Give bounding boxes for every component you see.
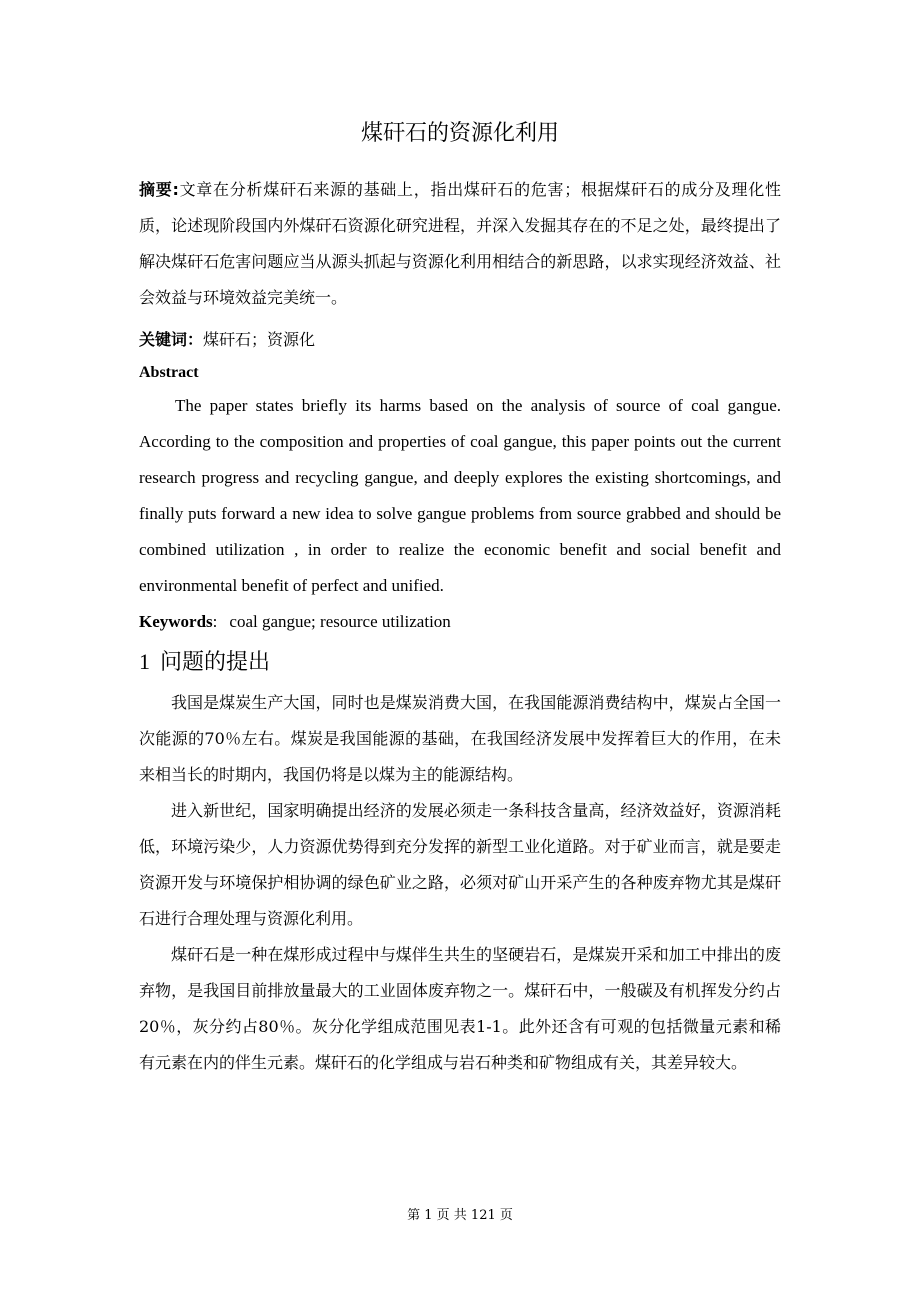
keywords-en-value: coal gangue; resource utilization xyxy=(229,612,451,631)
abstract-en-text: The paper states briefly its harms based on the analysis of source of coal gangue. According to the composition and properties of coal gangue, this paper points out the current research progress and recycling gangue, and deeply explores the existing shortcomings, and finally puts forward a new idea to solve gangue problems from source grabbed and should be combined utilization , in order to realize the economic benefit and social benefit and environmental benefit of perfect and unified. xyxy=(139,396,781,595)
keywords-en xyxy=(139,604,781,640)
abstract-cn-text: 文章在分析煤矸石来源的基础上，指出煤矸石的危害；根据煤矸石的成分及理化性质，论述现阶段国内外煤矸石资源化研究进程，并深入发掘其存在的不足之处，最终提出了解决煤矸石危害问题应当从源头抓起与资源化利用相结合的新思路，以求实现经济效益、社会效益与环境效益完美统一。 xyxy=(139,180,781,307)
body-paragraph: 我国是煤炭生产大国，同时也是煤炭消费大国，在我国能源消费结构中，煤炭占全国一次能源的70％左右。煤炭是我国能源的基础，在我国经济发展中发挥着巨大的作用，在未来相当长的时期内，我国仍将是以煤为主的能源结构。 xyxy=(139,693,781,784)
document-page xyxy=(139,118,781,1081)
keywords-cn-value: 煤矸石；资源化 xyxy=(203,330,316,349)
section-number: 1 xyxy=(139,649,150,674)
document-title: 煤矸石的资源化利用 xyxy=(360,121,559,146)
abstract-cn-label: 摘要: xyxy=(139,180,179,199)
abstract-cn xyxy=(139,172,781,316)
abstract-en-heading: Abstract xyxy=(139,364,199,381)
page-footer: 第 1 页 共 121 页 xyxy=(407,1208,513,1223)
keywords-en-label: Keywords xyxy=(139,612,213,631)
body-paragraph: 煤矸石是一种在煤形成过程中与煤伴生共生的坚硬岩石，是煤炭开采和加工中排出的废弃物，是我国目前排放量最大的工业固体废弃物之一。煤矸石中，一般碳及有机挥发分约占20％，灰分约占80％。灰分化学组成范围见表1-1。此外还含有可观的包括微量元素和稀有元素在内的伴生元素。煤矸石的化学组成与岩石种类和矿物组成有关，其差异较大。 xyxy=(139,945,781,1072)
keywords-cn xyxy=(139,322,781,358)
section-title: 问题的提出 xyxy=(160,650,271,675)
section-heading xyxy=(139,644,781,681)
keywords-en-colon: : xyxy=(212,612,218,631)
body-paragraph: 进入新世纪，国家明确提出经济的发展必须走一条科技含量高，经济效益好，资源消耗低，环境污染少，人力资源优势得到充分发挥的新型工业化道路。对于矿业而言，就是要走资源开发与环境保护相协调的绿色矿业之路，必须对矿山开采产生的各种废弃物尤其是煤矸石进行合理处理与资源化利用。 xyxy=(139,801,781,928)
keywords-cn-label: 关键词： xyxy=(139,330,204,349)
